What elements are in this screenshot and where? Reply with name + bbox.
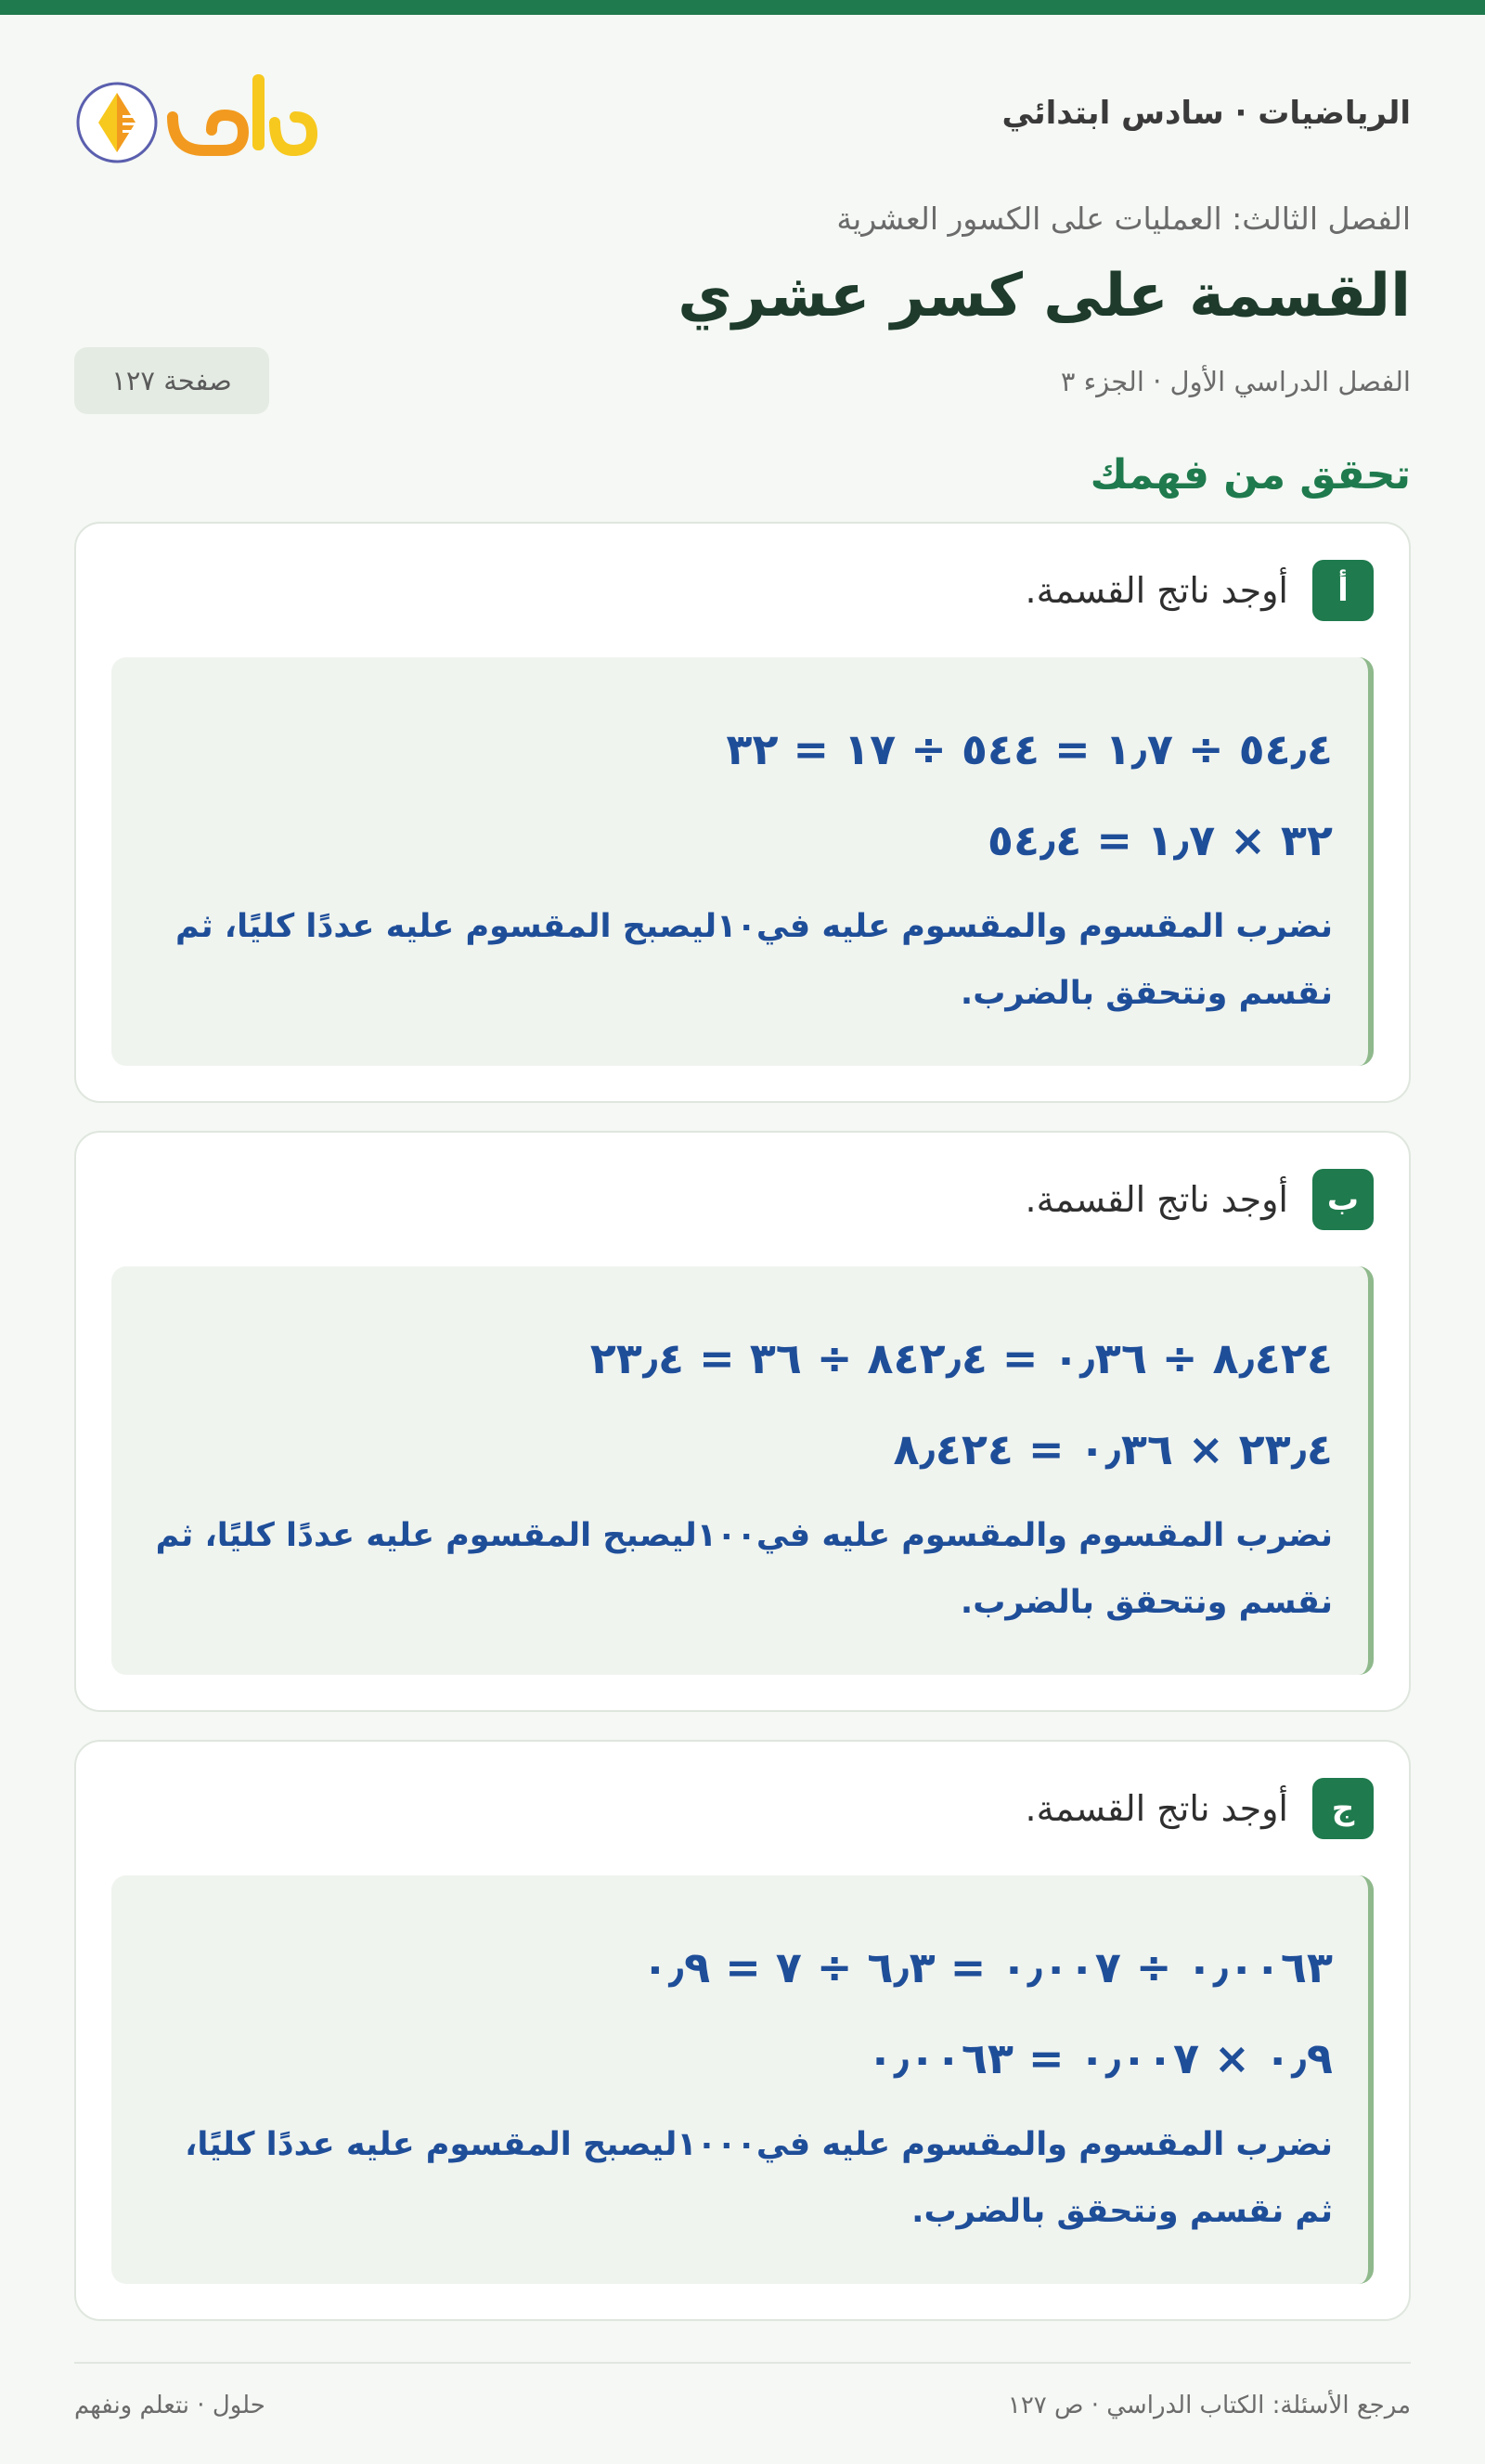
question-prompt: أوجد ناتج القسمة. [1025,1179,1288,1220]
answer-box [111,657,1374,1066]
section-title: تحقق من فهمك [1090,451,1411,499]
question-letter-badge: ج [1312,1778,1374,1839]
question-header [1026,1168,1374,1231]
brand-logo-icon[interactable] [74,61,334,173]
answer-box [111,1875,1374,2284]
check-equation: ٣٢ × ١٫٧ = ٥٤٫٤ [987,815,1333,865]
footer-reference: مرجع الأسئلة: الكتاب الدراسي · ص ١٢٧ [1007,2392,1411,2419]
footer-brand: حلول · نتعلم ونفهم [74,2392,265,2419]
top-accent-bar [0,0,1485,15]
question-header [1026,559,1374,622]
answer-explanation: نضرب المقسوم والمقسوم عليه في١٠٠ليصبح المقسوم عليه عددًا كليًا، ثم نقسم ونتحقق بالضرب. [155,1517,1333,1621]
answer-box [111,1266,1374,1675]
lesson-title: القسمة على كسر عشري [678,262,1411,331]
question-letter-badge: ب [1312,1169,1374,1230]
lesson-meta [74,347,1411,431]
page-number-badge: صفحة ١٢٧ [74,347,269,414]
subject-label: الرياضيات · سادس ابتدائي [1001,95,1411,132]
footer [74,2362,1411,2447]
division-equation: ٥٤٫٤ ÷ ١٫٧ = ٥٤٤ ÷ ١٧ = ٣٢ [726,724,1333,774]
answer-explanation: نضرب المقسوم والمقسوم عليه في١٠٠٠ليصبح المقسوم عليه عددًا كليًا، ثم نقسم ونتحقق بالضرب. [185,2126,1333,2230]
question-header [1026,1777,1374,1840]
question-card [74,522,1411,1103]
header [74,15,1411,201]
check-equation: ٢٣٫٤ × ٠٫٣٦ = ٨٫٤٢٤ [893,1424,1333,1474]
check-equation: ٠٫٩ × ٠٫٠٠٧ = ٠٫٠٠٦٣ [867,2033,1333,2083]
question-card [74,1131,1411,1712]
chapter-label: الفصل الثالث: العمليات على الكسور العشرية [836,201,1411,237]
question-prompt: أوجد ناتج القسمة. [1025,570,1288,611]
division-equation: ٨٫٤٢٤ ÷ ٠٫٣٦ = ٨٤٢٫٤ ÷ ٣٦ = ٢٣٫٤ [589,1333,1333,1383]
question-letter-badge: أ [1312,560,1374,621]
question-prompt: أوجد ناتج القسمة. [1025,1788,1288,1829]
division-equation: ٠٫٠٠٦٣ ÷ ٠٫٠٠٧ = ٦٫٣ ÷ ٧ = ٠٫٩ [641,1942,1333,1992]
page [74,15,1411,2349]
term-label: الفصل الدراسي الأول · الجزء ٣ [1060,366,1411,397]
question-card [74,1740,1411,2321]
answer-explanation: نضرب المقسوم والمقسوم عليه في١٠ليصبح المقسوم عليه عددًا كليًا، ثم نقسم ونتحقق بالضرب. [175,908,1333,1012]
